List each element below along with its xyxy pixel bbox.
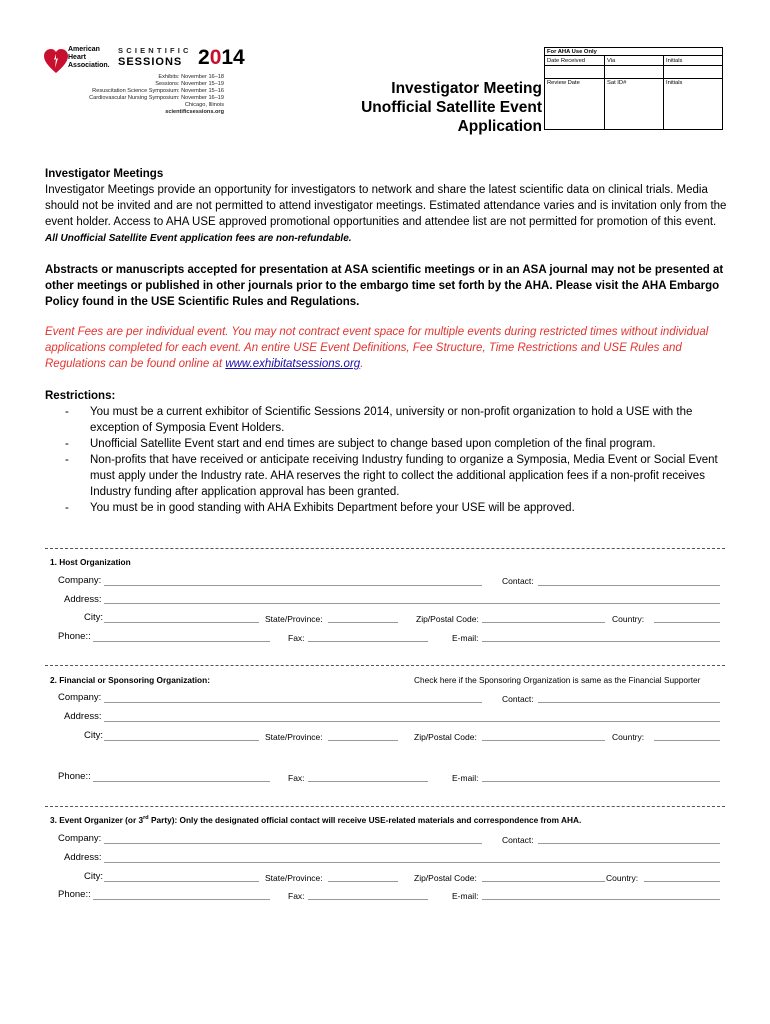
address-label: Address: [64, 852, 102, 863]
via-label: Via [607, 58, 616, 64]
org-name-line: Heart [68, 54, 86, 61]
title-line: Unofficial Satellite Event [361, 99, 542, 116]
sponsor-country-field[interactable] [654, 731, 720, 741]
date-line: Sessions: November 15–19 [155, 81, 224, 87]
sponsor-fax-field[interactable] [308, 772, 428, 782]
city-label: City: [84, 871, 103, 882]
contact-label: Contact: [502, 694, 534, 704]
sessions-url: scientificsessions.org [165, 109, 224, 115]
event-fees-note [45, 324, 730, 372]
date-line: Resuscitation Science Symposium: November 15–16 [92, 88, 224, 94]
title-line: Application [457, 118, 542, 135]
zip-label: Zip/Postal Code: [416, 614, 479, 624]
title-part: Party): Only the designated official contact will receive USE-related materials and correspondence from AHA. [148, 815, 582, 825]
title-sup: rd [143, 815, 149, 822]
city-label: City: [84, 612, 103, 623]
restriction-text: Non-profits that have received or anticipate receiving Industry funding to organize a Symposia, Media Event or Social Event must apply under the Industry rate. AHA reserves the right to collect the additional application fees if a non-profit receives Industry funding after application approval has been granted. [90, 454, 718, 498]
contact-label: Contact: [502, 835, 534, 845]
address-label: Address: [64, 594, 102, 605]
embargo-policy: Abstracts or manuscripts accepted for presentation at ASA scientific meetings or in an ASA journal may not be presented at other meetings or published in other journals prior to the embargo time set forth by the AHA. Please visit the AHA Embargo Policy found in the USE Scientific Rules and Regulations. [45, 264, 724, 308]
scientific-sessions-logo [118, 46, 245, 69]
contact-label: Contact: [502, 576, 534, 586]
organizer-phone-field[interactable] [93, 890, 270, 900]
review-date-label: Review Date [547, 80, 580, 86]
company-label: Company: [58, 575, 102, 586]
title-line: Investigator Meeting [391, 80, 542, 97]
year-digit: 0 [209, 46, 222, 69]
aha-logo [44, 44, 114, 78]
host-company-field[interactable] [104, 576, 482, 586]
host-address-field[interactable] [104, 594, 720, 604]
sponsor-contact-field[interactable] [538, 693, 720, 703]
list-item: - Non-profits that have received or anticipate receiving Industry funding to organize a Symposia, Media Event or Social Event must apply under the Industry rate. AHA reserves the right to collect the additional application fees if a non-profit receives Industry funding after application approval has been granted. [65, 454, 718, 498]
sponsor-company-field[interactable] [104, 693, 482, 703]
restriction-text: Unofficial Satellite Event start and end times are subject to change based upon completion of the final program. [90, 438, 656, 450]
list-item: - Unofficial Satellite Event start and end times are subject to change based upon completion of the final program. [65, 438, 656, 450]
host-city-field[interactable] [104, 613, 259, 623]
state-label: State/Province: [265, 732, 323, 742]
host-country-field[interactable] [654, 613, 720, 623]
restrictions-section [45, 388, 730, 516]
zip-label: Zip/Postal Code: [414, 873, 477, 883]
organizer-city-field[interactable] [104, 872, 259, 882]
fees-text: Event Fees are per individual event. You may not contract event space for multiple events during restricted times without individual applications completed for each event. An entire USE Event Definitions, Fee Structure, Time Restrictions and USE Rules and Regulations can be found online at [45, 326, 709, 370]
sponsor-city-field[interactable] [104, 731, 259, 741]
city-label: City: [84, 730, 103, 741]
fees-end: . [360, 358, 364, 370]
initials-label: Initials [666, 58, 683, 64]
org-name-line: American [68, 46, 100, 53]
fax-label: Fax: [288, 773, 305, 783]
country-label: Country: [612, 614, 645, 624]
section-divider [45, 665, 725, 666]
list-item: - You must be in good standing with AHA Exhibits Department before your USE will be approved. [65, 502, 575, 514]
date-line: Cardiovascular Nursing Symposium: November 16–19 [89, 95, 224, 101]
phone-label: Phone:: [58, 771, 91, 782]
section-divider [45, 548, 725, 549]
email-label: E-mail: [452, 773, 479, 783]
restriction-text: You must be a current exhibitor of Scientific Sessions 2014, university or non-profit organization to hold a USE with the exception of Symposia Event Holders. [90, 406, 693, 434]
organizer-email-field[interactable] [482, 890, 720, 900]
fax-label: Fax: [288, 633, 305, 643]
organizer-company-field[interactable] [104, 834, 482, 844]
zip-label: Zip/Postal Code: [414, 732, 477, 742]
sponsor-phone-field[interactable] [93, 772, 270, 782]
organizer-contact-field[interactable] [538, 834, 720, 844]
sponsor-zip-field[interactable] [482, 731, 605, 741]
state-label: State/Province: [265, 873, 323, 883]
intro-heading: Investigator Meetings [45, 168, 164, 180]
sponsor-state-field[interactable] [328, 731, 398, 741]
organizer-address-field[interactable] [104, 853, 720, 863]
sponsor-org-title: 2. Financial or Sponsoring Organization: [50, 675, 210, 685]
country-label: Country: [612, 732, 645, 742]
title-part: 3. Event Organizer (or 3 [50, 815, 144, 825]
same-as-supporter-checkbox[interactable]: Check here if the Sponsoring Organization is same as the Financial Supporter [414, 675, 701, 685]
initials-label: Initials [666, 80, 683, 86]
intro-section [45, 166, 730, 247]
date-received-label: Date Received [547, 58, 586, 64]
sponsor-address-field[interactable] [104, 712, 720, 722]
host-org-title: 1. Host Organization [50, 557, 131, 567]
email-label: E-mail: [452, 891, 479, 901]
org-name-line: Association. [68, 62, 110, 69]
list-item: - You must be a current exhibitor of Scientific Sessions 2014, university or non-profit organization to hold a USE with the exception of Symposia Event Holders. [65, 406, 693, 434]
year-digit: 14 [221, 46, 245, 69]
phone-label: Phone:: [58, 889, 91, 900]
country-label: Country: [606, 873, 639, 883]
intro-text: Investigator Meetings provide an opportunity for investigators to network and share the latest scientific data on clinical trials. Media should not be invited and are not permitted to attend investigator meetings. Estimated attendance varies and is invitation only from the event holder. Access to AHA USE approved promotional opportunities and attendee list are not permitted for promotion of this event. [45, 184, 727, 228]
year-digit: 2 [198, 46, 210, 69]
fax-label: Fax: [288, 891, 305, 901]
date-line: Exhibits: November 16–18 [158, 74, 224, 80]
intro-body [45, 182, 730, 247]
event-organizer-title [50, 815, 581, 825]
logo-scientific: SCIENTIFIC [118, 46, 192, 55]
date-line: Chicago, Illinois [184, 102, 224, 108]
section-divider [45, 806, 725, 807]
aha-box-heading: For AHA Use Only [545, 48, 722, 56]
company-label: Company: [58, 692, 102, 703]
host-contact-field[interactable] [538, 576, 720, 586]
event-dates [60, 74, 224, 116]
sponsor-email-field[interactable] [482, 772, 720, 782]
host-zip-field[interactable] [482, 613, 605, 623]
host-fax-field[interactable] [308, 632, 428, 642]
sat-id-label: Sat ID# [607, 80, 627, 86]
address-label: Address: [64, 711, 102, 722]
page-title [352, 79, 542, 136]
organizer-zip-field[interactable] [482, 872, 605, 882]
host-phone-field[interactable] [93, 632, 270, 642]
restriction-text: You must be in good standing with AHA Exhibits Department before your USE will be approved. [90, 502, 575, 514]
state-label: State/Province: [265, 614, 323, 624]
email-label: E-mail: [452, 633, 479, 643]
company-label: Company: [58, 833, 102, 844]
organizer-state-field[interactable] [328, 872, 398, 882]
organizer-fax-field[interactable] [308, 890, 428, 900]
phone-label: Phone:: [58, 631, 91, 642]
organizer-country-field[interactable] [644, 872, 720, 882]
exhibit-sessions-link[interactable]: www.exhibitatsessions.org [225, 358, 361, 370]
host-state-field[interactable] [328, 613, 398, 623]
logo-sessions: SESSIONS [118, 56, 183, 68]
aha-use-only-box [544, 47, 723, 130]
nonrefundable-note: All Unofficial Satellite Event application fees are non-refundable. [45, 233, 352, 244]
host-email-field[interactable] [482, 632, 720, 642]
heart-torch-icon [44, 48, 68, 74]
restrictions-heading: Restrictions: [45, 390, 116, 402]
logo-year [198, 48, 245, 68]
